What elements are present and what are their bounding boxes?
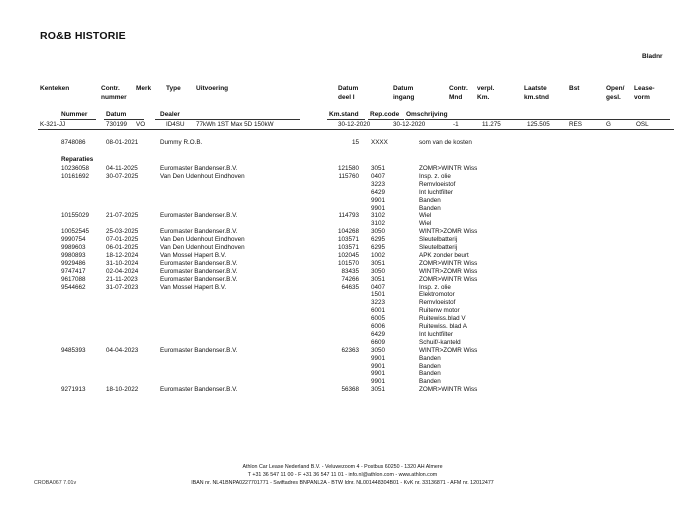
- repair-code: 9901: [371, 378, 386, 386]
- header-laatste-km: Laatste km.stnd: [524, 85, 549, 101]
- repair-code: 9901: [371, 370, 386, 378]
- subheader-km-stand: Km.stand: [329, 111, 359, 118]
- repair-nummer: 10155029: [61, 212, 90, 220]
- repair-description: ZOMR>WINTR Wiss: [419, 165, 478, 172]
- underline-datum: [104, 119, 144, 120]
- repair-dealer: Euromaster Bandenser.B.V.: [160, 165, 238, 172]
- repair-code: 3051: [371, 259, 386, 267]
- underline-omschrijving: [405, 119, 670, 120]
- repair-datum: 21-11-2023: [106, 275, 138, 283]
- repair-km: 83435: [341, 267, 359, 275]
- repair-code: 6295: [371, 244, 386, 251]
- repair-description: Ruitewiss. blad A: [419, 323, 467, 330]
- underline-code: [368, 119, 404, 120]
- repair-dealer: Van Den Udenhout Eindhoven: [160, 236, 245, 244]
- repair-km: 103571: [337, 236, 359, 244]
- record-dealer: Dummy R.O.B.: [160, 139, 203, 146]
- vehicle-bst: RES: [569, 121, 582, 128]
- repair-dealer: Euromaster Bandenser.B.V.: [160, 267, 238, 275]
- repair-code: 3050: [371, 346, 386, 354]
- repair-code: 0407: [371, 283, 386, 291]
- repair-datum: 02-04-2024: [106, 267, 139, 275]
- repair-code: 3050: [371, 228, 386, 236]
- repair-dealer: Euromaster Bandenser.B.V.: [160, 212, 238, 220]
- repair-nummer: 9990754: [61, 236, 86, 244]
- section-label-reparaties: Reparaties: [61, 156, 94, 163]
- header-kenteken: Kenteken: [40, 85, 70, 92]
- repair-datum: 31-10-2024: [106, 259, 139, 267]
- repair-nummer: 9747417: [61, 267, 86, 275]
- repair-code: 6005: [371, 315, 386, 323]
- vehicle-uitvoering: 77kWh 1ST Max 5D 150kW: [196, 121, 274, 128]
- repair-datum: 21-07-2025: [106, 212, 139, 220]
- subheader-rep-code: Rep.code: [370, 111, 400, 118]
- footer-contact: T +31 36 547 11 00 - F +31 36 547 11 01 - info.nl@athlon.com - www.athlon.com: [247, 472, 438, 478]
- repair-dealer: Euromaster Bandenser.B.V.: [160, 259, 238, 267]
- repair-datum: 07-01-2025: [106, 236, 139, 244]
- repair-dealer: Van Den Udenhout Eindhoven: [160, 172, 245, 180]
- repair-description: Banden: [419, 196, 441, 204]
- repair-description: Wiel: [419, 220, 432, 228]
- repair-code: 3223: [371, 299, 386, 307]
- underline-dealer: [155, 119, 300, 120]
- repair-code: 3050: [371, 267, 386, 275]
- repair-nummer: 9271913: [61, 386, 86, 394]
- document-title: RO&B HISTORIE: [40, 30, 126, 42]
- repair-code: 1002: [371, 251, 386, 259]
- repair-nummer: 10161692: [61, 172, 90, 180]
- repair-description: WINTR>ZOMR Wiss: [419, 346, 478, 354]
- repair-nummer: 9617088: [61, 275, 86, 283]
- repair-nummer: 9980893: [61, 251, 86, 259]
- vehicle-row-rule: [38, 129, 674, 130]
- repair-description: Int luchtfilter: [419, 188, 453, 196]
- repair-nummer: 9485393: [61, 346, 86, 354]
- repair-dealer: Euromaster Bandenser.B.V.: [160, 346, 238, 354]
- repair-nummer: 9544662: [61, 283, 86, 291]
- header-bst: Bst: [569, 85, 580, 92]
- repair-description: Remvloeistof: [419, 180, 456, 188]
- vehicle-open-gesloten: G: [606, 121, 611, 128]
- subheader-omschrijving: Omschrijving: [406, 111, 448, 118]
- footer-bank-details: IBAN nr. NL41BNPA0227701771 - Swiftadres BNPANL2A - BTW Idnr. NL001448304B01 - KvK nr. 33136871 - AFM nr. 12012477: [191, 480, 494, 486]
- vehicle-type: ID4SU: [166, 121, 185, 128]
- subheader-nummer: Nummer: [61, 111, 88, 118]
- repair-km: 102045: [337, 251, 359, 259]
- repair-dealer: Van Den Udenhout Eindhoven: [160, 244, 245, 251]
- repair-code: 0407: [371, 172, 386, 180]
- header-datum-deel1: Datum deel I: [338, 85, 359, 101]
- repair-description: WINTR>ZOMR Wiss: [419, 267, 478, 275]
- repair-code: 9901: [371, 354, 386, 362]
- repair-datum: 18-12-2024: [106, 251, 139, 259]
- repair-km: 104268: [337, 228, 359, 236]
- repair-datum: 04-04-2023: [106, 346, 139, 354]
- repair-dealer: Van Mossel Hapert B.V.: [160, 283, 227, 291]
- vehicle-datum-ingang: 30-12-2020: [393, 121, 426, 128]
- repair-description: Banden: [419, 354, 441, 362]
- form-code: CROBA067 7.01v: [34, 480, 77, 486]
- vehicle-kenteken: K-321-JJ: [40, 121, 66, 128]
- footer-address: Athlon Car Lease Nederland B.V. - Veluwezoom 4 - Postbus 60250 - 1320 AH Almere: [242, 464, 443, 470]
- repair-code: 9901: [371, 362, 386, 370]
- repair-km: 114793: [338, 212, 359, 220]
- repair-code: 3051: [371, 275, 386, 283]
- repair-nummer: 10052545: [61, 228, 90, 236]
- repair-description: Banden: [419, 370, 441, 378]
- header-contract-mnd: Contr. Mnd: [449, 85, 468, 101]
- repair-description: Int luchtfilter: [419, 330, 453, 338]
- vehicle-merk: VO: [136, 121, 146, 128]
- repair-km: 64635: [341, 283, 359, 291]
- repair-description: Insp. z. olie: [419, 172, 451, 180]
- repair-code: 9901: [371, 204, 386, 212]
- record-km: 15: [351, 139, 359, 146]
- repair-km: 101570: [337, 259, 359, 267]
- repair-datum: 25-03-2025: [106, 228, 139, 236]
- repair-code: 3102: [371, 212, 386, 220]
- repair-code: 9901: [371, 196, 386, 204]
- repair-nummer: 10236058: [61, 165, 90, 172]
- repair-km: 115760: [338, 172, 359, 180]
- repair-description: Elektromotor: [419, 291, 455, 299]
- record-code: XXXX: [371, 139, 388, 146]
- repair-km: 103571: [337, 244, 359, 251]
- repair-code: 6295: [371, 236, 386, 244]
- repair-description: WINTR>ZOMR Wiss: [419, 228, 478, 236]
- repair-dealer: Van Mossel Hapert B.V.: [160, 251, 227, 259]
- record-omschrijving: som van de kosten: [419, 139, 472, 146]
- header-contract-nummer: Contr. nummer: [101, 85, 127, 101]
- record-nummer: 8748086: [61, 139, 86, 146]
- subheader-dealer: Dealer: [160, 111, 180, 118]
- vehicle-datum-deel1: 30-12-2020: [338, 121, 371, 128]
- repair-description: Remvloeistof: [419, 299, 456, 307]
- repair-nummer: 9989603: [61, 244, 86, 251]
- underline-nummer: [60, 119, 96, 120]
- repair-km: 74266: [341, 275, 359, 283]
- repair-datum: 18-10-2022: [106, 386, 139, 394]
- repair-description: Sleutelbatterij: [419, 244, 458, 251]
- header-lease-vorm: Lease- vorm: [634, 85, 655, 101]
- repair-description: Banden: [419, 378, 441, 386]
- repair-km: 62363: [341, 346, 359, 354]
- repair-description: ZOMR>WINTR Wiss: [419, 259, 478, 267]
- repair-code: 3051: [371, 386, 386, 394]
- repair-km: 121580: [337, 165, 359, 172]
- repair-description: Sleutelbatterij: [419, 236, 458, 244]
- repair-code: 6609: [371, 338, 386, 346]
- repair-code: 3051: [371, 165, 386, 172]
- repair-description: ZOMR>WINTR Wiss: [419, 275, 478, 283]
- vehicle-lease-vorm: OSL: [636, 121, 649, 128]
- repair-datum: 06-01-2025: [106, 244, 139, 251]
- header-verplicht-km: verpl. Km.: [477, 85, 495, 101]
- repair-dealer: Euromaster Bandenser.B.V.: [160, 228, 238, 236]
- repair-code: 6001: [371, 307, 386, 315]
- underline-km: [327, 119, 365, 120]
- repair-description: Ruitenw motor: [419, 307, 460, 315]
- repair-nummer: 9929486: [61, 259, 86, 267]
- repair-datum: 31-07-2023: [106, 283, 139, 291]
- repair-dealer: Euromaster Bandenser.B.V.: [160, 275, 238, 283]
- repair-code: 6429: [371, 188, 386, 196]
- repair-code: 3223: [371, 180, 386, 188]
- repair-datum: 30-07-2025: [106, 172, 139, 180]
- repair-description: Wiel: [419, 212, 432, 220]
- vehicle-mnd: -1: [453, 121, 459, 128]
- repair-code: 6006: [371, 323, 386, 330]
- subheader-datum: Datum: [106, 111, 127, 118]
- record-datum: 08-01-2021: [106, 139, 139, 146]
- header-open-gesloten: Open/ gesl.: [606, 85, 625, 101]
- header-datum-ingang: Datum ingang: [393, 85, 415, 101]
- header-merk: Merk: [136, 85, 152, 92]
- header-uitvoering: Uitvoering: [196, 85, 229, 92]
- repair-datum: 04-11-2025: [106, 165, 138, 172]
- vehicle-laatste-km: 125.505: [527, 121, 550, 128]
- repair-description: Banden: [419, 362, 441, 370]
- repair-description: APK zonder beurt: [419, 251, 469, 259]
- vehicle-verplicht-km: 11.275: [482, 121, 501, 128]
- repair-code: 6429: [371, 330, 386, 338]
- repair-code: 1501: [371, 291, 386, 299]
- vehicle-contract: 730199: [106, 121, 128, 128]
- page-number-label: Bladnr: [642, 53, 663, 60]
- repair-description: ZOMR>WINTR Wiss: [419, 386, 478, 394]
- repair-code: 3102: [371, 220, 386, 228]
- header-type: Type: [166, 85, 181, 92]
- repair-km: 56368: [341, 386, 359, 394]
- repair-description: Insp. z. olie: [419, 283, 451, 291]
- repair-dealer: Euromaster Bandenser.B.V.: [160, 386, 238, 394]
- repair-description: Ruitewiss.blad V: [419, 315, 466, 323]
- repair-description: Banden: [419, 204, 441, 212]
- repair-description: Schuif/-kanteld: [419, 338, 461, 346]
